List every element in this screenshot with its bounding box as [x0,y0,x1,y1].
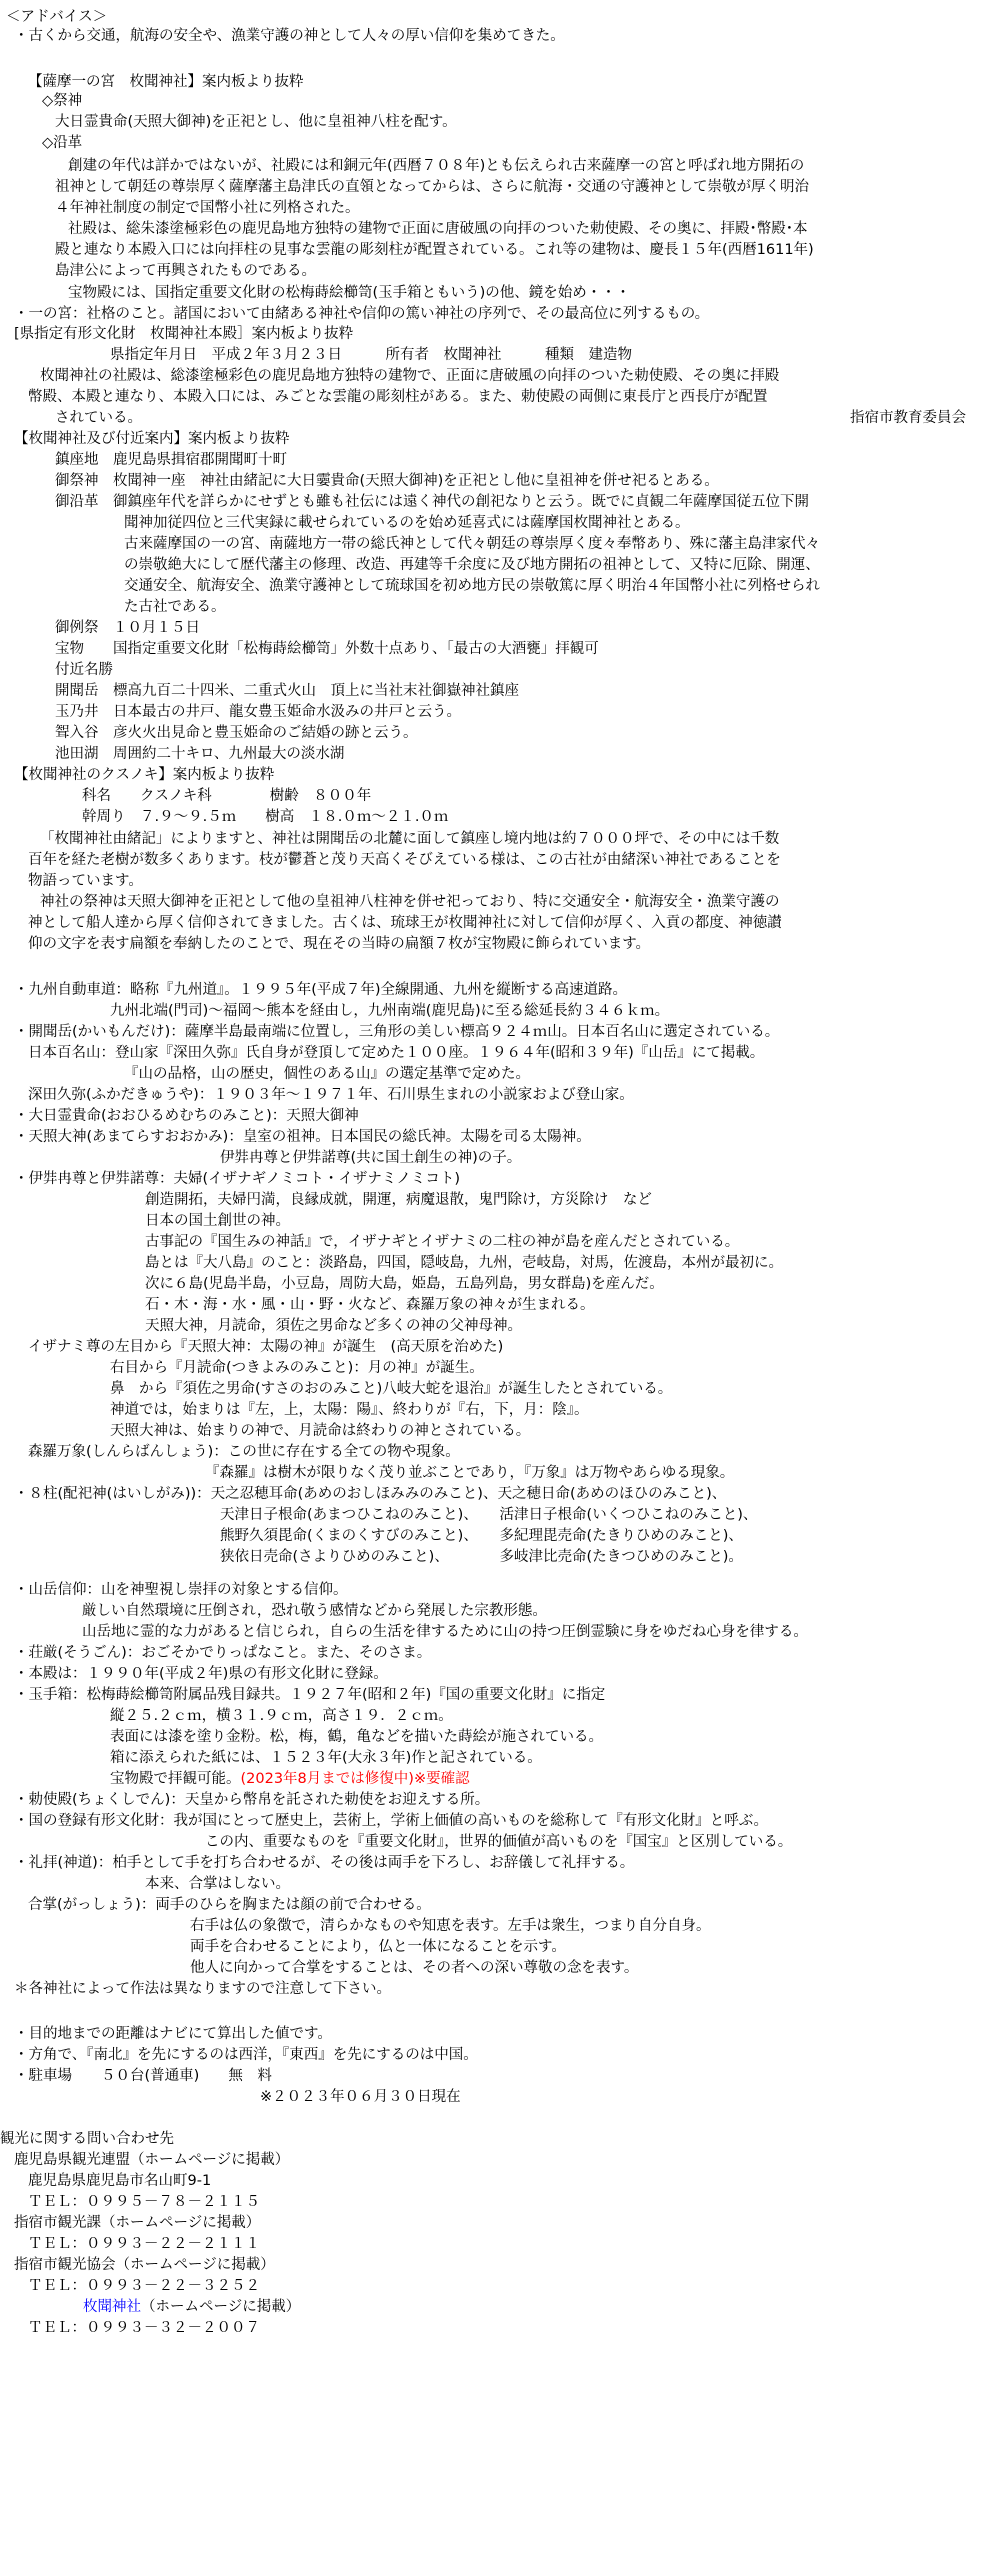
line-text: ・山岳信仰：山を神聖視し崇拝の対象とする信仰。 [14,1582,348,1598]
line-text: 玉乃井 日本最古の井戸、龍女豊玉姫命水汲みの井戸と云う。 [55,704,461,720]
line-text: 祖神として朝廷の尊崇厚く薩摩藩主島津氏の直領となってからは、さらに航海・交通の守護神として崇敬が厚く明治 [55,179,809,195]
line-text: ・方角で、『南北』を先にするのは西洋，『東西』を先にするのは中国。 [14,2047,478,2063]
line-text: 山岳地に霊的な力があると信じられ，自らの生活を律するために山の持つ圧倒霊験に身をゆだね心身を律する。 [82,1624,808,1640]
line-text: ４年神社制度の制定で国幣小社に列格された。 [55,200,360,216]
line-text: 神道では，始まりは『左，上，太陽：陽』、終わりが『右，下，月：陰』。 [110,1402,589,1418]
text-line [28,1086,634,1104]
line-text: 殿と連なり本殿入口には向拝柱の見事な雲龍の彫刻柱が配置されている。これ等の建物は、慶長１５年(西暦1611年) [55,242,814,258]
line-text: （ホームページに掲載） [141,2299,301,2315]
text-line [68,157,804,175]
text-line [110,1749,542,1767]
line-text: イザナミ尊の左目から『天照大神：太陽の神』が誕生 (高天原を治めた) [28,1339,504,1355]
line-text: の崇敬絶大にして歴代藩主の修理、改造、再建等千余度に及び地方開拓の祖神として、又特に厄除、開運、 [124,557,820,573]
text-line [55,178,809,196]
text-line [190,1959,638,1977]
text-line [55,113,457,131]
text-line [55,661,113,679]
text-line [124,577,820,595]
text-line [14,1812,768,1830]
line-text: 百年を経た老樹が数多くあります。枝が鬱蒼と茂り天高くそびえている様は、この古社が由緒深い神社であることを [28,852,781,868]
line-text: 宝物 国指定重要文化財「松梅蒔絵櫛笥」外数十点あり、「最古の大酒甕」拝観可 [55,641,599,657]
line-text: 古事記の『国生みの神話』で，イザナギとイザナミの二柱の神が島を産んだとされている。 [145,1234,740,1250]
line-text: 本来、合掌はしない。 [145,1876,290,1892]
line-text: 御祭神 枚聞神一座 神社由緒記に大日孁貴命(天照大御神)を正祀とし他に皇祖神を併せ祀るとある。 [55,473,719,489]
text-line [14,766,274,784]
text-line [40,830,779,848]
text-line [42,134,82,152]
text-line [110,1002,669,1020]
line-text: 右手は仏の象徴で，清らかなものや知恵を表す。左手は衆生，つまり自分自身。 [190,1918,711,1934]
line-text: ＴＥＬ：０９９３－３２－２００７ [28,2320,260,2336]
line-text: 枚聞神社の社殿は、総漆塗極彩色の鹿児島地方独特の建物で、正面に唐破風の向拝のついた勅使殿、その奥に拝殿 [40,368,780,384]
line-text: 右目から『月読命(つきよみのみこと)：月の神』が誕生。 [110,1360,484,1376]
text-line [850,409,966,427]
text-line [28,2319,260,2337]
text-line [14,27,565,45]
text-line [55,745,344,763]
text-line [68,220,808,238]
line-text: 創造開拓，夫婦円満，良縁成就，開運，病魔退散，鬼門除け，方災除け など [145,1192,652,1208]
line-text: 物語っています。 [28,873,143,889]
line-text: 伊弉冉尊と伊弉諾尊(共に国土創生の神)の子。 [220,1150,522,1166]
text-line [14,1023,779,1041]
text-line [260,2088,461,2106]
line-text: 狭依日売命(さよりひめのみこと)、 多岐津比売命(たきつひめのみこと)。 [220,1549,743,1565]
text-line [14,1686,605,1704]
text-line [14,1581,348,1599]
text-line [82,787,371,805]
text-line [28,73,304,91]
text-line [124,535,820,553]
line-text: 日本の国土創世の神。 [145,1213,290,1229]
text-line [110,1770,470,1788]
line-text: 神として船人達から厚く信仰されてきました。古くは、琉球王が枚聞神社に対して信仰が厚く、入貢の都度、神徳讃 [28,915,782,931]
line-text: ＴＥＬ：０９９５－７８－２１１５ [28,2194,260,2210]
line-text: 合掌(がっしょう)：両手のひらを胸または顔の前で合わせる。 [28,1897,431,1913]
line-text: 森羅万象(しんらばんしょう)：この世に存在する全ての物や現象。 [28,1444,460,1460]
shrine-link[interactable]: 枚聞神社 [83,2299,141,2315]
text-line [14,1980,391,1998]
line-text: 他人に向かって合掌をすることは、その者への深い尊敬の念を表す。 [190,1960,639,1976]
text-line [28,388,768,406]
line-text: 幣殿、本殿と連なり、本殿入口には、みごとな雲龍の彫刻柱がある。また、勅使殿の両側に東長庁と西長庁が配置 [28,389,768,405]
text-line [55,409,142,427]
text-line [28,914,782,932]
text-line [6,8,107,26]
line-text: ・大日霊貴命(おおひるめむちのみこと)：天照大御神 [14,1108,359,1124]
repair-notice: (2023年8月までは修復中)※要確認 [240,1771,470,1787]
text-line [28,1044,764,1062]
text-line [205,1464,734,1482]
line-text: 九州北端(門司)～福岡～熊本を経由し，九州南端(鹿児島)に至る総延長約３４６ｋｍ。 [110,1003,670,1019]
line-text: 天照大神，月読命，須佐之男命など多くの神の父神母神。 [145,1318,522,1334]
text-line [14,1665,388,1683]
line-text: 【枚聞神社及び付近案内】案内板より抜粋 [14,431,290,447]
line-text: 石・木・海・水・風・山・野・火など、森羅万象の神々が生まれる。 [145,1297,595,1313]
line-text: 仰の文字を表す扁額を奉納したのことで、現在その当時の扁額７枚が宝物殿に飾られています。 [28,936,651,952]
line-text: 箱に添えられた紙には、１５２３年(大永３年)作と記されている。 [110,1750,542,1766]
text-line [28,2193,260,2211]
line-text: 「枚聞神社由緒記」によりますと、神社は開聞岳の北麓に面して鎮座し境内地は約７０００坪で、その中には千数 [40,831,780,847]
line-text: 指宿市観光協会（ホームページに掲載） [14,2257,275,2273]
text-line [220,1506,757,1524]
line-text: 『山の品格，山の歴史，個性のある山』の選定基準で定めた。 [124,1066,530,1082]
text-line [82,808,448,826]
line-text: 【枚聞神社のクスノキ】案内板より抜粋 [14,767,275,783]
line-text: ・古くから交通，航海の安全や、漁業守護の神として人々の厚い信仰を集めてきた。 [14,28,565,44]
text-line [14,981,627,999]
line-text: この内、重要なものを『重要文化財』，世界的価値が高いものを『国宝』と区別している。 [205,1834,793,1850]
line-text: ・玉手箱：松梅蒔絵櫛笥附属品残目録共。１９２７年(昭和２年)『国の重要文化財』に指定 [14,1687,606,1703]
text-line [14,2256,275,2274]
text-line [14,1791,489,1809]
text-line [124,514,690,532]
line-text: 鼻 から『須佐之男命(すさのおのみこと)八岐大蛇を退治』が誕生したとされている。 [110,1381,673,1397]
text-line [83,2298,300,2316]
line-text: 鹿児島県観光連盟（ホームページに掲載） [14,2152,290,2168]
text-line [110,1380,672,1398]
text-line [14,2067,272,2085]
text-line [110,346,632,364]
text-line [28,2235,260,2253]
text-line [14,1170,460,1188]
text-line [220,1548,743,1566]
line-text: 島とは『大八島』のこと：淡路島，四国，隠岐島，九州，壱岐島，対馬，佐渡島，本州が最初に。 [145,1255,783,1271]
text-line [110,1359,484,1377]
line-text: 神社の祭神は天照大御神を正祀として他の皇祖神八柱神を併せ祀っており、特に交通安全・航海安全・漁業守護の [40,894,780,910]
line-text: 御沿革 御鎮座年代を詳らかにせずとも雖も社伝には遠く神代の創祀なりと云う。既でに貞観二年薩摩国従五位下開 [55,494,809,510]
line-text: 次に６島(児島半島，小豆島，周防大島，姫島，五島列島，男女群島)を産んだ。 [145,1276,664,1292]
text-line [145,1317,522,1335]
text-line [14,1107,359,1125]
line-text: 池田湖 周囲約二十キロ、九州最大の淡水湖 [55,746,345,762]
line-text: 科名 クスノキ科 樹齢 ８００年 [82,788,372,804]
line-text: ＴＥＬ：０９９３－２２－３２５２ [28,2278,260,2294]
text-line [145,1875,290,1893]
line-text: ・九州自動車道：略称『九州道』。１９９５年(平成７年)全線開通、九州を縦断する高速道路。 [14,982,628,998]
line-text: [県指定有形文化財 枚聞神社本殿］案内板より抜粋 [14,326,354,342]
line-text: 指宿市観光課（ホームページに掲載） [14,2215,261,2231]
line-text: ・開聞岳(かいもんだけ)：薩摩半島最南端に位置し，三角形の美しい標高９２４ｍ山。日本百名山に選定されている。 [14,1024,780,1040]
text-line [14,305,709,323]
line-text: 島津公によって再興されたものである。 [55,263,316,279]
line-text: 熊野久須毘命(くまのくすびのみこと)、 多紀理毘売命(たきりひめのみこと)、 [220,1528,743,1544]
text-line [55,199,360,217]
line-text: 聞神加従四位と三代実録に載せられているのを始め延喜式には薩摩国枚聞神社とある。 [124,515,690,531]
line-text: 厳しい自然環境に圧倒され，恐れ敬う感情などから発展した宗教形態。 [82,1603,547,1619]
line-text: 宝物殿で拝観可能。 [110,1771,241,1787]
text-line [124,598,226,616]
text-line [28,2277,260,2295]
line-text: 古来薩摩国の一の宮、南薩地方一帯の総氏神として代々朝廷の尊崇厚く度々奉幣あり、殊に藩主島津家代々 [124,536,820,552]
text-line [14,2046,478,2064]
line-text: 付近名勝 [55,662,113,678]
text-line [190,1938,566,1956]
line-text: ・本殿は：１９９０年(平成２年)県の有形文化財に登録。 [14,1666,388,1682]
text-line [55,703,461,721]
line-text: 『森羅』は樹木が限りなく茂り並ぶことであり，『万象』は万物やあらゆる現象。 [205,1465,735,1481]
text-line [40,367,779,385]
text-line [40,893,780,911]
text-line [220,1527,743,1545]
line-text: 御例祭 １０月１５日 [55,620,200,636]
line-text: ・礼拝(神道)：柏手として手を打ち合わせるが、その後は両手を下ろし、お辞儀して礼拝する。 [14,1855,635,1871]
line-text: ※２０２３年０６月３０日現在 [260,2089,461,2105]
line-text: ・一の宮：社格のこと。諸国において由緒ある神社や信仰の篤い神社の序列で、その最高位に列するもの。 [14,306,710,322]
text-line [14,1854,634,1872]
line-text: ・天照大神(あまてらすおおかみ)：皇室の祖神。日本国民の総氏神。太陽を司る太陽神。 [14,1129,591,1145]
text-line [14,1485,726,1503]
line-text: 観光に関する問い合わせ先 [0,2131,174,2147]
text-line [14,1128,591,1146]
line-text: 日本百名山：登山家『深田久弥』氏自身が登頂して定めた１００座。１９６４年(昭和３９年)『山岳』にて掲載。 [28,1045,765,1061]
text-line [145,1191,652,1209]
line-text: た古社である。 [124,599,226,615]
text-line [14,1644,431,1662]
text-line [28,1896,431,1914]
text-line [55,724,418,742]
line-text: 鹿児島県鹿児島市名山町9-1 [28,2173,212,2189]
line-text: 開聞岳 標高九百二十四米、二重式火山 頂上に当社末社御嶽神社鎮座 [55,683,519,699]
text-line [55,451,287,469]
line-text: ・駐車場 ５０台(普通車) 無 料 [14,2068,272,2084]
line-text: 県指定年月日 平成２年３月２３日 所有者 枚聞神社 種類 建造物 [110,347,632,363]
line-text: 天照大神は、始まりの神で、月読命は終わりの神とされている。 [110,1423,531,1439]
text-line [55,493,809,511]
line-text: ◇沿革 [42,135,83,151]
text-line [110,1401,589,1419]
text-line [145,1212,290,1230]
line-text: ・国の登録有形文化財：我が国にとって歴史上，芸術上，学術上価値の高いものを総称して『有形文化財』と呼ぶ。 [14,1813,768,1829]
text-line [28,1443,460,1461]
text-line [205,1833,792,1851]
line-text: 交通安全、航海安全、漁業守護神として琉球国を初め地方民の崇敬篤に厚く明治４年国幣小社に列格せられ [124,578,820,594]
line-text: 指宿市教育委員会 [850,410,966,426]
text-line [220,1149,521,1167]
line-text: 宝物殿には、国指定重要文化財の松梅蒔絵櫛笥(玉手箱ともいう)の他、鏡を始め・・・ [68,285,631,301]
line-text: ・目的地までの距離はナビにて算出した値です。 [14,2026,332,2042]
text-line [68,284,630,302]
text-line [42,92,82,110]
text-line [28,935,650,953]
text-line [55,682,519,700]
text-line [145,1296,595,1314]
text-line [110,1707,453,1725]
text-line [0,2130,174,2148]
text-line [110,1728,603,1746]
text-line [124,1065,530,1083]
text-line [14,2151,289,2169]
text-line [28,872,143,890]
line-text: 両手を合わせることにより，仏と一体になることを示す。 [190,1939,566,1955]
line-text: 表面には漆を塗り金粉。松，梅，鶴，亀などを描いた蒔絵が施されている。 [110,1729,603,1745]
text-line [82,1602,547,1620]
text-line [145,1275,664,1293]
text-line [145,1254,783,1272]
text-line [14,2214,260,2232]
text-line [145,1233,739,1251]
line-text: 縦２５.２ｃｍ，横３１.９ｃｍ，高さ１９．２ｃｍ。 [110,1708,453,1724]
line-text: ＴＥＬ：０９９３－２２－２１１１ [28,2236,260,2252]
text-line [14,2025,332,2043]
line-text: 大日霊貴命(天照大御神)を正祀とし、他に皇祖神八柱を配す。 [55,114,457,130]
text-line [55,472,719,490]
text-line [124,556,820,574]
line-text: ＜アドバイス＞ [6,9,108,25]
line-text: ◇祭神 [42,93,83,109]
text-line [190,1917,711,1935]
text-line [55,262,316,280]
line-text: 聟入谷 彦火火出見命と豊玉姫命のご結婚の跡と云う。 [55,725,418,741]
line-text: 鎮座地 鹿児島県揖宿郡開聞町十町 [55,452,287,468]
text-line [14,325,353,343]
line-text: ・伊弉冉尊と伊弉諾尊：夫婦(イザナギノミコト・イザナミノミコト) [14,1171,461,1187]
text-line [55,241,814,259]
line-text: 社殿は、総朱漆塗極彩色の鹿児島地方独特の建物で正面に唐破風の向拝のついた勅使殿、その奥に、拝殿･幣殿･本 [68,221,808,237]
line-text: 幹周り ７.９～９.５ｍ 樹高 １８.０ｍ～２１.０ｍ [82,809,449,825]
text-line [110,1422,530,1440]
line-text: ・荘厳(そうごん)：おごそかでりっぱなこと。また、そのさま。 [14,1645,432,1661]
text-line [82,1623,808,1641]
text-line [28,1338,503,1356]
line-text: されている。 [55,410,142,426]
text-line [28,851,781,869]
text-line [55,640,599,658]
line-text: 創建の年代は詳かではないが、社殿には和銅元年(西暦７０８年)とも伝えられ古来薩摩一の宮と呼ばれ地方開拓の [68,158,805,174]
line-text: ・８柱(配祀神(はいしがみ))：天之忍穂耳命(あめのおしほみみのみこと)、天之穂日命(あめのほひのみこと)、 [14,1486,727,1502]
line-text: 深田久弥(ふかだきゅうや)：１９０３年～１９７１年、石川県生まれの小説家および登山家。 [28,1087,634,1103]
text-line [14,430,290,448]
text-line [55,619,200,637]
line-text: 天津日子根命(あまつひこねのみこと)、 活津日子根命(いくつひこねのみこと)、 [220,1507,758,1523]
line-text: 【薩摩一の宮 枚聞神社】案内板より抜粋 [28,74,304,90]
line-text: ＊各神社によって作法は異なりますので注意して下さい。 [14,1981,391,1997]
text-line [28,2172,211,2190]
line-text: ・勅使殿(ちょくしでん)：天皇から幣帛を託された勅使をお迎えする所。 [14,1792,490,1808]
